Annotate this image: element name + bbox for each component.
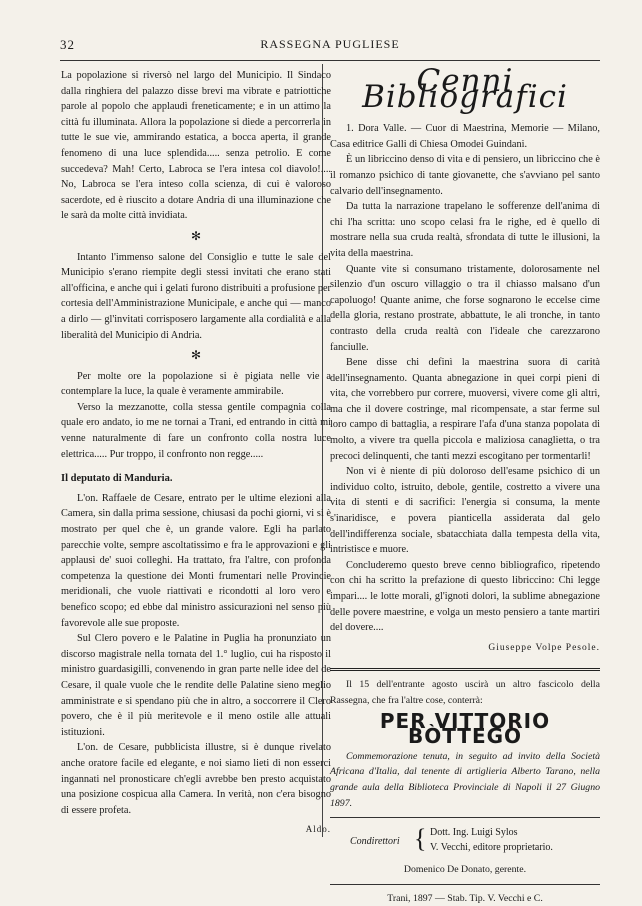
paragraph: L'on. de Cesare, pubblicista illustre, si è dunque rivelato anche oratore facile ed elegante, e noi siamo lieti di non esserci ingannati nel pronosticare ch'egli avrebbe ben presto acquistato una posizione cospicua alla Camera. In verità, non c'era bisogno di essere profeta. <box>61 742 331 816</box>
paragraph: Concluderemo questo breve cenno bibliografico, ripetendo con chi ha scritto la prefazione di questo libriccino: Chi legge impari.... le lotte morali, gl'ignoti dolori, la sublime abnegazione delle povere maestrine, e volga un mesto pensiero a tante martiri del dovere.... <box>330 559 600 634</box>
manager-line: Domenico De Donato, gerente. <box>403 864 527 876</box>
director-name: Dott. Ing. Luigi Sylos <box>430 827 518 839</box>
paragraph: È un libriccino denso di vita e di pensiero, un libriccino che è il romanzo psichico di tante giovanette, che s'avviano pel santo calvario dell'insegnamento. <box>330 154 600 197</box>
paragraph: Non vi è niente di più doloroso dell'esame psichico di un individuo colto, istruito, debole, gentile, costretto a vivere una vita di stenti e di sacrifici: l'energia si consuma, la mente s'inaridisce, e povera pianticella assiderata dal gelo dell'indifferenza sociale, sbatacchiata dalla tempesta della vita, intristisce e muore. <box>330 466 600 556</box>
left-column <box>61 68 331 838</box>
directors-label: Condirettori <box>350 836 400 848</box>
book-entry-heading: 1. Dora Valle. — Cuor di Maestrina, Memorie — Milano, Casa editrice Galli di Chiesa Omodei Guindani. <box>330 123 600 150</box>
rule <box>330 817 600 818</box>
paragraph: Verso la mezzanotte, colla stessa gentile compagnia colla quale ero andato, io me ne tornai a Trani, ed entrando in città mi venne naturalmente di fare un confronto colla nostra luce elettrica..... Pur troppo, il confronto non regge..... <box>61 401 331 460</box>
brace-glyph: { <box>414 824 427 854</box>
author-signoff: Aldo. <box>305 824 331 835</box>
rule <box>330 884 600 885</box>
announcement: Il 15 dell'entrante agosto uscirà un altro fascicolo della Rassegna, che fra l'altre cose, conterrà: <box>330 679 600 706</box>
double-rule <box>330 668 600 671</box>
director-name: V. Vecchi, editore proprietario. <box>430 842 553 854</box>
announcement-details: Commemorazione tenuta, in seguito ad invito della Società Africana d'Italia, dal tenente di artiglieria Alberto Tarano, nella grande aula della Biblioteca Provinciale di Napoli il 27 Giugno 1897. <box>330 750 600 809</box>
paragraph: Sul Clero povero e le Palatine in Puglia ha pronunziato un discorso magistrale nella tornata del 1.° luglio, cui ha risposto il ministro guardasigilli, convenendo in gran parte nelle idee del de Cesare, il quale vuole che le rendite delle Palatine sieno meglio amministrate e si spendano più che in altro, a soccorrere il Clero povero, che è il più meritevole e il meno ostile alle attuali istituzioni. <box>61 633 331 738</box>
paragraph: Quante vite si consumano tristamente, dolorosamente nel silenzio d'un oscuro villaggio o tra il chiasso malsano d'un capoluogo! Quante anime, che forse sognarono le eccelse cime della gloria, restano prostrate, abbattute, le ali tronche, in tanto contrasto della cruda realtà con l'ideale che carezzarono fanciulle. <box>330 263 600 353</box>
directors-block <box>330 824 600 858</box>
review-signature: Giuseppe Volpe Pesole. <box>488 642 600 653</box>
right-column <box>330 63 600 906</box>
bibliography-heading: Cenni Bibliografici <box>362 63 568 115</box>
paragraph: Per molte ore la popolazione si è pigiata nelle vie a contemplare la luce, la quale è veramente ammirabile. <box>61 370 331 398</box>
announcement-title: PER VITTORIO BÒTTEGO <box>379 708 551 749</box>
paragraph: L'on. Raffaele de Cesare, entrato per le ultime elezioni alla Camera, sin dalla prima sessione, chiusasi da pochi giorni, vi si è mostrato per quel che è, un grande valore. Egli ha parlato parecchie volte, sempre ascoltatissimo e fra le approvazioni e gli applausi de' suoi colleghi. Ha trattato, fra l'altre, con profonda competenza la questione dei Monti frumentari nelle Provincie meridionali, che vuole riattivati e ricondotti al loro vero e benefico scopo; ed ebbe dal ministro assicurazioni nel senso più favorevole alle sue proposte. <box>61 492 331 629</box>
paragraph: La popolazione si riversò nel largo del Municipio. Il Sindaco dalla ringhiera del palazzo disse brevi ma vibrate e patriottiche parole al popolo che applaudì freneticamente; e in un attimo la città fu illuminata. Allora la popolazione si diede a percorrerla in tutte le sue vie, ammirando estatica, a bocca aperta, il grande fenomeno di una luce splendida..... senza petrolio. E come succedeva? Mah! Certo, Labroca se l'era intesa col diavolo!.... No, Labroca se l'era inteso colla scienza, di cui è valoroso sacerdote, ed è riuscito a dotare Andria di una illuminazione che le sarà da molte città invidiata. <box>61 70 331 222</box>
printer-line: Trani, 1897 — Stab. Tip. V. Vecchi e C. <box>387 892 543 904</box>
journal-title: RASSEGNA PUGLIESE <box>260 37 400 51</box>
running-header <box>60 37 600 57</box>
page-number: 32 <box>60 37 75 52</box>
paragraph: Da tutta la narrazione trapelano le sofferenze dell'anima di chi l'ha scritta: uno scopo celasi fra le righe, ed è quello di mostrare nella sua cruda realtà, sfrondata di tutte le illusioni, la vita della maestrina. <box>330 201 600 259</box>
section-separator: ✻ <box>190 348 202 363</box>
paragraph: Bene disse chi definì la maestrina suora di carità dell'insegnamento. Quanta abnegazione in quei corpi pieni di vita, che vorrebbero pur correre, muoversi, vivere come gli altri, ma che il dovere costringe, mal ricompensate, a star ferme sul loro campo di battaglia, a respirare l'afa d'una stanza popolata di molto, a vivere tra quella piccola e maliziosa canaglietta, o tra precoci delinquenti, che tanti mezzi escogitano per tormentarli! <box>330 357 600 462</box>
section-heading: Il deputato di Manduria. <box>61 473 173 485</box>
header-rule <box>60 60 600 61</box>
paragraph: Intanto l'immenso salone del Consiglio e tutte le sale del Municipio s'erano riempite degli stessi invitati che erano stati all'officina, e anche qui i gelati furono distribuiti a profusione per cortesia dell'Amministrazione Municipale, e anche qui — manco a dirlo — gl'invitati corrisposero largamente alla cordialità e alla liberalità del Municipio di Andria. <box>61 251 331 341</box>
section-separator: ✻ <box>190 228 202 243</box>
directors-list <box>430 825 553 855</box>
